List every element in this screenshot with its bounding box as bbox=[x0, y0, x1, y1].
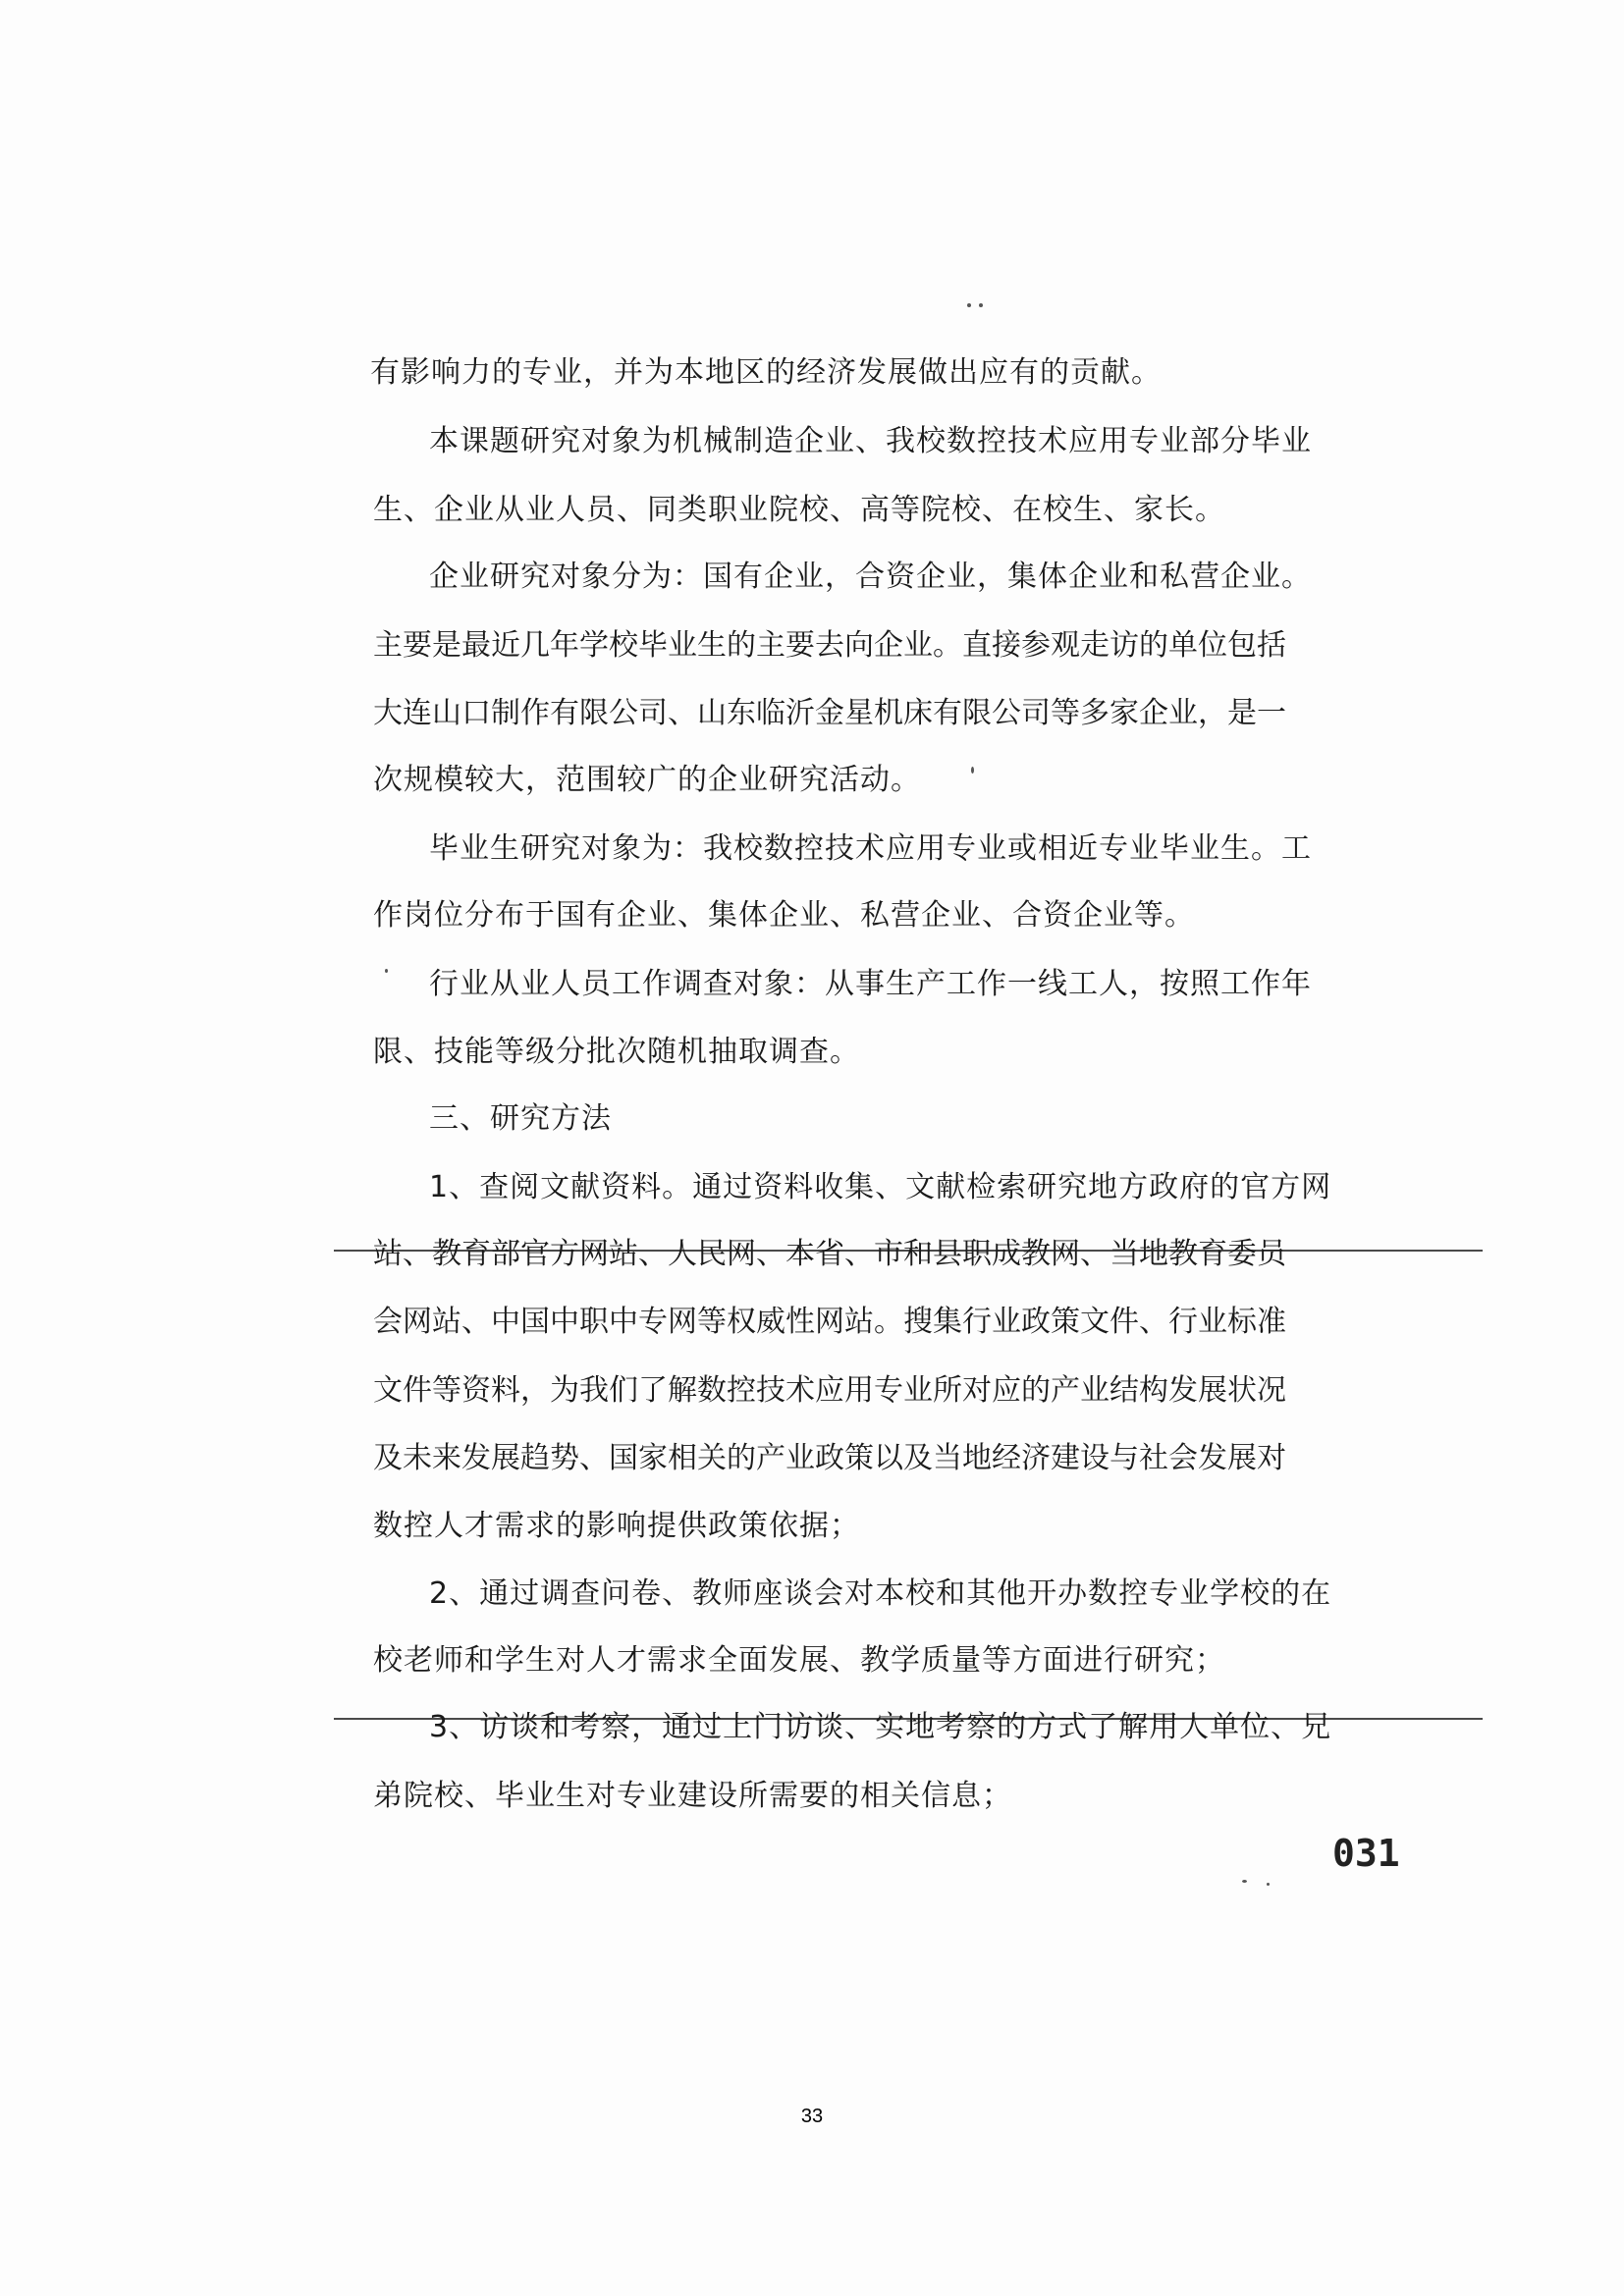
text-line: 限、技能等级分批次随机抽取调查。 bbox=[373, 1035, 860, 1069]
text-line: 弟院校、毕业生对专业建设所需要的相关信息； bbox=[373, 1779, 1012, 1813]
page-number: 33 bbox=[800, 2106, 824, 2127]
scan-speck bbox=[967, 303, 971, 307]
text-line: 大连山口制作有限公司、山东临沂金星机床有限公司等多家企业，是一 bbox=[373, 696, 1286, 730]
text-line: 生、企业从业人员、同类职业院校、高等院校、在校生、家长。 bbox=[373, 493, 1225, 527]
text-line: 作岗位分布于国有企业、集体企业、私营企业、合资企业等。 bbox=[373, 898, 1195, 933]
text-line: 行业从业人员工作调查对象：从事生产工作一线工人，按照工作年 bbox=[429, 967, 1312, 1001]
text-line: 企业研究对象分为：国有企业，合资企业，集体企业和私营企业。 bbox=[429, 560, 1312, 594]
section-heading: 三、研究方法 bbox=[429, 1101, 612, 1136]
scan-speck bbox=[971, 767, 974, 774]
text-line: 主要是最近几年学校毕业生的主要去向企业。直接参观走访的单位包括 bbox=[373, 628, 1286, 663]
text-line: 2、通过调查问卷、教师座谈会对本校和其他开办数控专业学校的在 bbox=[429, 1576, 1332, 1611]
scan-page-code: 031 bbox=[1332, 1832, 1400, 1875]
text-line: 站、教育部官方网站、人民网、本省、市和县职成教网、当地教育委员 bbox=[373, 1237, 1286, 1271]
scan-speck bbox=[385, 969, 388, 973]
text-line: 本课题研究对象为机械制造企业、我校数控技术应用专业部分毕业 bbox=[429, 424, 1312, 458]
scan-speck bbox=[1267, 1883, 1270, 1886]
scan-speck bbox=[979, 303, 983, 307]
scan-speck bbox=[1242, 1880, 1247, 1883]
text-line: 1、查阅文献资料。通过资料收集、文献检索研究地方政府的官方网 bbox=[429, 1170, 1332, 1204]
text-line: 文件等资料，为我们了解数控技术应用专业所对应的产业结构发展状况 bbox=[373, 1373, 1286, 1408]
text-line: 会网站、中国中职中专网等权威性网站。搜集行业政策文件、行业标准 bbox=[373, 1305, 1286, 1339]
text-line: 有影响力的专业，并为本地区的经济发展做出应有的贡献。 bbox=[370, 355, 1162, 390]
text-line: 及未来发展趋势、国家相关的产业政策以及当地经济建设与社会发展对 bbox=[373, 1441, 1286, 1475]
text-line: 毕业生研究对象为：我校数控技术应用专业或相近专业毕业生。工 bbox=[429, 831, 1312, 866]
text-line: 次规模较大，范围较广的企业研究活动。 bbox=[373, 763, 921, 797]
text-line: 数控人才需求的影响提供政策依据； bbox=[373, 1509, 860, 1543]
text-line: 3、访谈和考察，通过上门访谈、实地考察的方式了解用人单位、兄 bbox=[429, 1710, 1332, 1744]
text-line: 校老师和学生对人才需求全面发展、教学质量等方面进行研究； bbox=[373, 1643, 1225, 1678]
